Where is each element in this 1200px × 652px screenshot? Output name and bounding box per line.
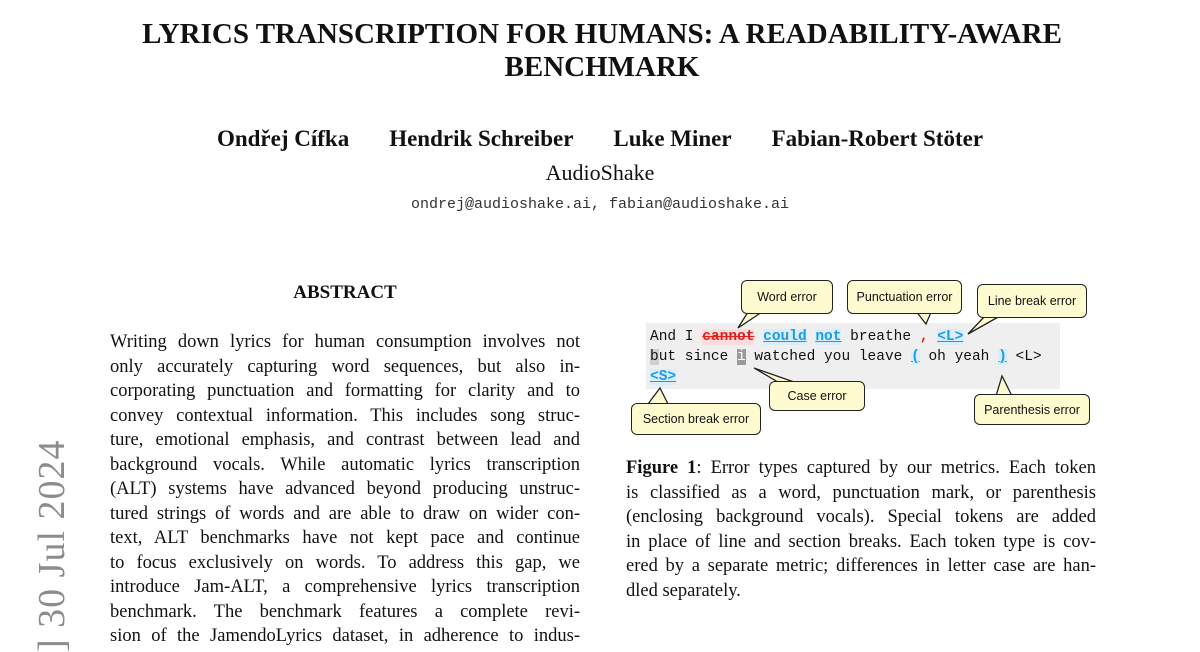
lyric-text: oh yeah xyxy=(920,349,998,365)
abstract-line: convey contextual information. This includes song struc- xyxy=(110,404,580,429)
word-error-callout: Word error xyxy=(741,280,833,314)
lyric-text: breathe xyxy=(841,329,919,345)
abstract-line: tured strings of words and are able to draw on wider con- xyxy=(110,502,580,527)
abstract-line: benchmark. The benchmark features a complete revi- xyxy=(110,600,580,625)
caption-line: (enclosing background vocals). Special tokens are added xyxy=(626,505,1096,530)
case-error-callout: Case error xyxy=(769,381,865,411)
title-line-2: BENCHMARK xyxy=(100,51,1104,84)
case-error-pointer xyxy=(754,368,794,382)
abstract-line: to focus exclusively on words. To address this gap, we xyxy=(110,551,580,576)
figure-label: Figure 1 xyxy=(626,458,696,478)
section-break-error-pointer xyxy=(648,388,668,404)
punctuation-error-callout: Punctuation error xyxy=(847,280,962,314)
abstract-line: only accurately capturing word sequences, but also in- xyxy=(110,355,580,380)
abstract-line: introduce Jam-ALT, a comprehensive lyrics transcription xyxy=(110,575,580,600)
author-name: Hendrik Schreiber xyxy=(389,126,573,152)
affiliation: AudioShake xyxy=(0,160,1200,186)
inserted-line-break: <L> xyxy=(937,329,963,345)
inserted-parenthesis: ( xyxy=(911,349,920,365)
caption-line: is classified as a word, punctuation mark, or parenthesis xyxy=(626,481,1096,506)
word-error-pointer xyxy=(738,312,762,328)
caption-line xyxy=(626,456,1096,481)
section-break-error-callout: Section break error xyxy=(631,403,761,435)
lyric-text: And I xyxy=(650,329,702,345)
case-error-token: b xyxy=(650,349,659,365)
figure-caption xyxy=(626,456,1096,603)
caption-text: : Error types captured by our metrics. Each token xyxy=(696,458,1096,478)
abstract-line: background vocals. While automatic lyrics transcription xyxy=(110,453,580,478)
lyric-text: watched you leave xyxy=(746,349,911,365)
arxiv-margin-stamp: ] 30 Jul 2024 xyxy=(30,440,74,652)
abstract-line: corporating punctuation and formatting for clarity and to xyxy=(110,379,580,404)
caption-line: dled separately. xyxy=(626,579,1096,604)
deleted-word: cannot xyxy=(702,329,754,345)
inserted-word: could xyxy=(763,329,807,345)
abstract-heading: ABSTRACT xyxy=(110,282,580,304)
caption-line: in place of line and section breaks. Each token type is cov- xyxy=(626,530,1096,555)
abstract-line: sion of the JamendoLyrics dataset, in adherence to indus- xyxy=(110,624,580,649)
author-emails: ondrej@audioshake.ai, fabian@audioshake.ai xyxy=(0,196,1200,213)
abstract-line: Writing down lyrics for human consumption involves not xyxy=(110,330,580,355)
title-line-1: LYRICS TRANSCRIPTION FOR HUMANS: A READABILITY-AWARE xyxy=(100,18,1104,51)
lyric-text: <L> xyxy=(1007,349,1042,365)
caption-line: ered by a separate metric; differences in letter case are han- xyxy=(626,554,1096,579)
line-break-error-callout: Line break error xyxy=(977,284,1087,318)
abstract-line: text, ALT benchmarks have not kept pace and continue xyxy=(110,526,580,551)
inserted-parenthesis: ) xyxy=(998,349,1007,365)
abstract-line: (ALT) systems have advanced beyond producing unstruc- xyxy=(110,477,580,502)
abstract-line: ture, emotional emphasis, and contrast between lead and xyxy=(110,428,580,453)
author-name: Ondřej Cífka xyxy=(217,126,349,152)
inserted-word: not xyxy=(815,329,841,345)
parenthesis-error-callout: Parenthesis error xyxy=(974,394,1090,425)
deleted-punctuation: , xyxy=(920,329,929,345)
author-name: Fabian-Robert Stöter xyxy=(772,126,983,152)
inserted-section-break: <S> xyxy=(650,369,676,385)
lyric-text: ut since xyxy=(659,349,737,365)
line-break-error-pointer xyxy=(968,316,1000,334)
parenthesis-error-pointer xyxy=(996,376,1012,396)
author-name: Luke Miner xyxy=(613,126,731,152)
case-error-token: i xyxy=(737,349,746,365)
